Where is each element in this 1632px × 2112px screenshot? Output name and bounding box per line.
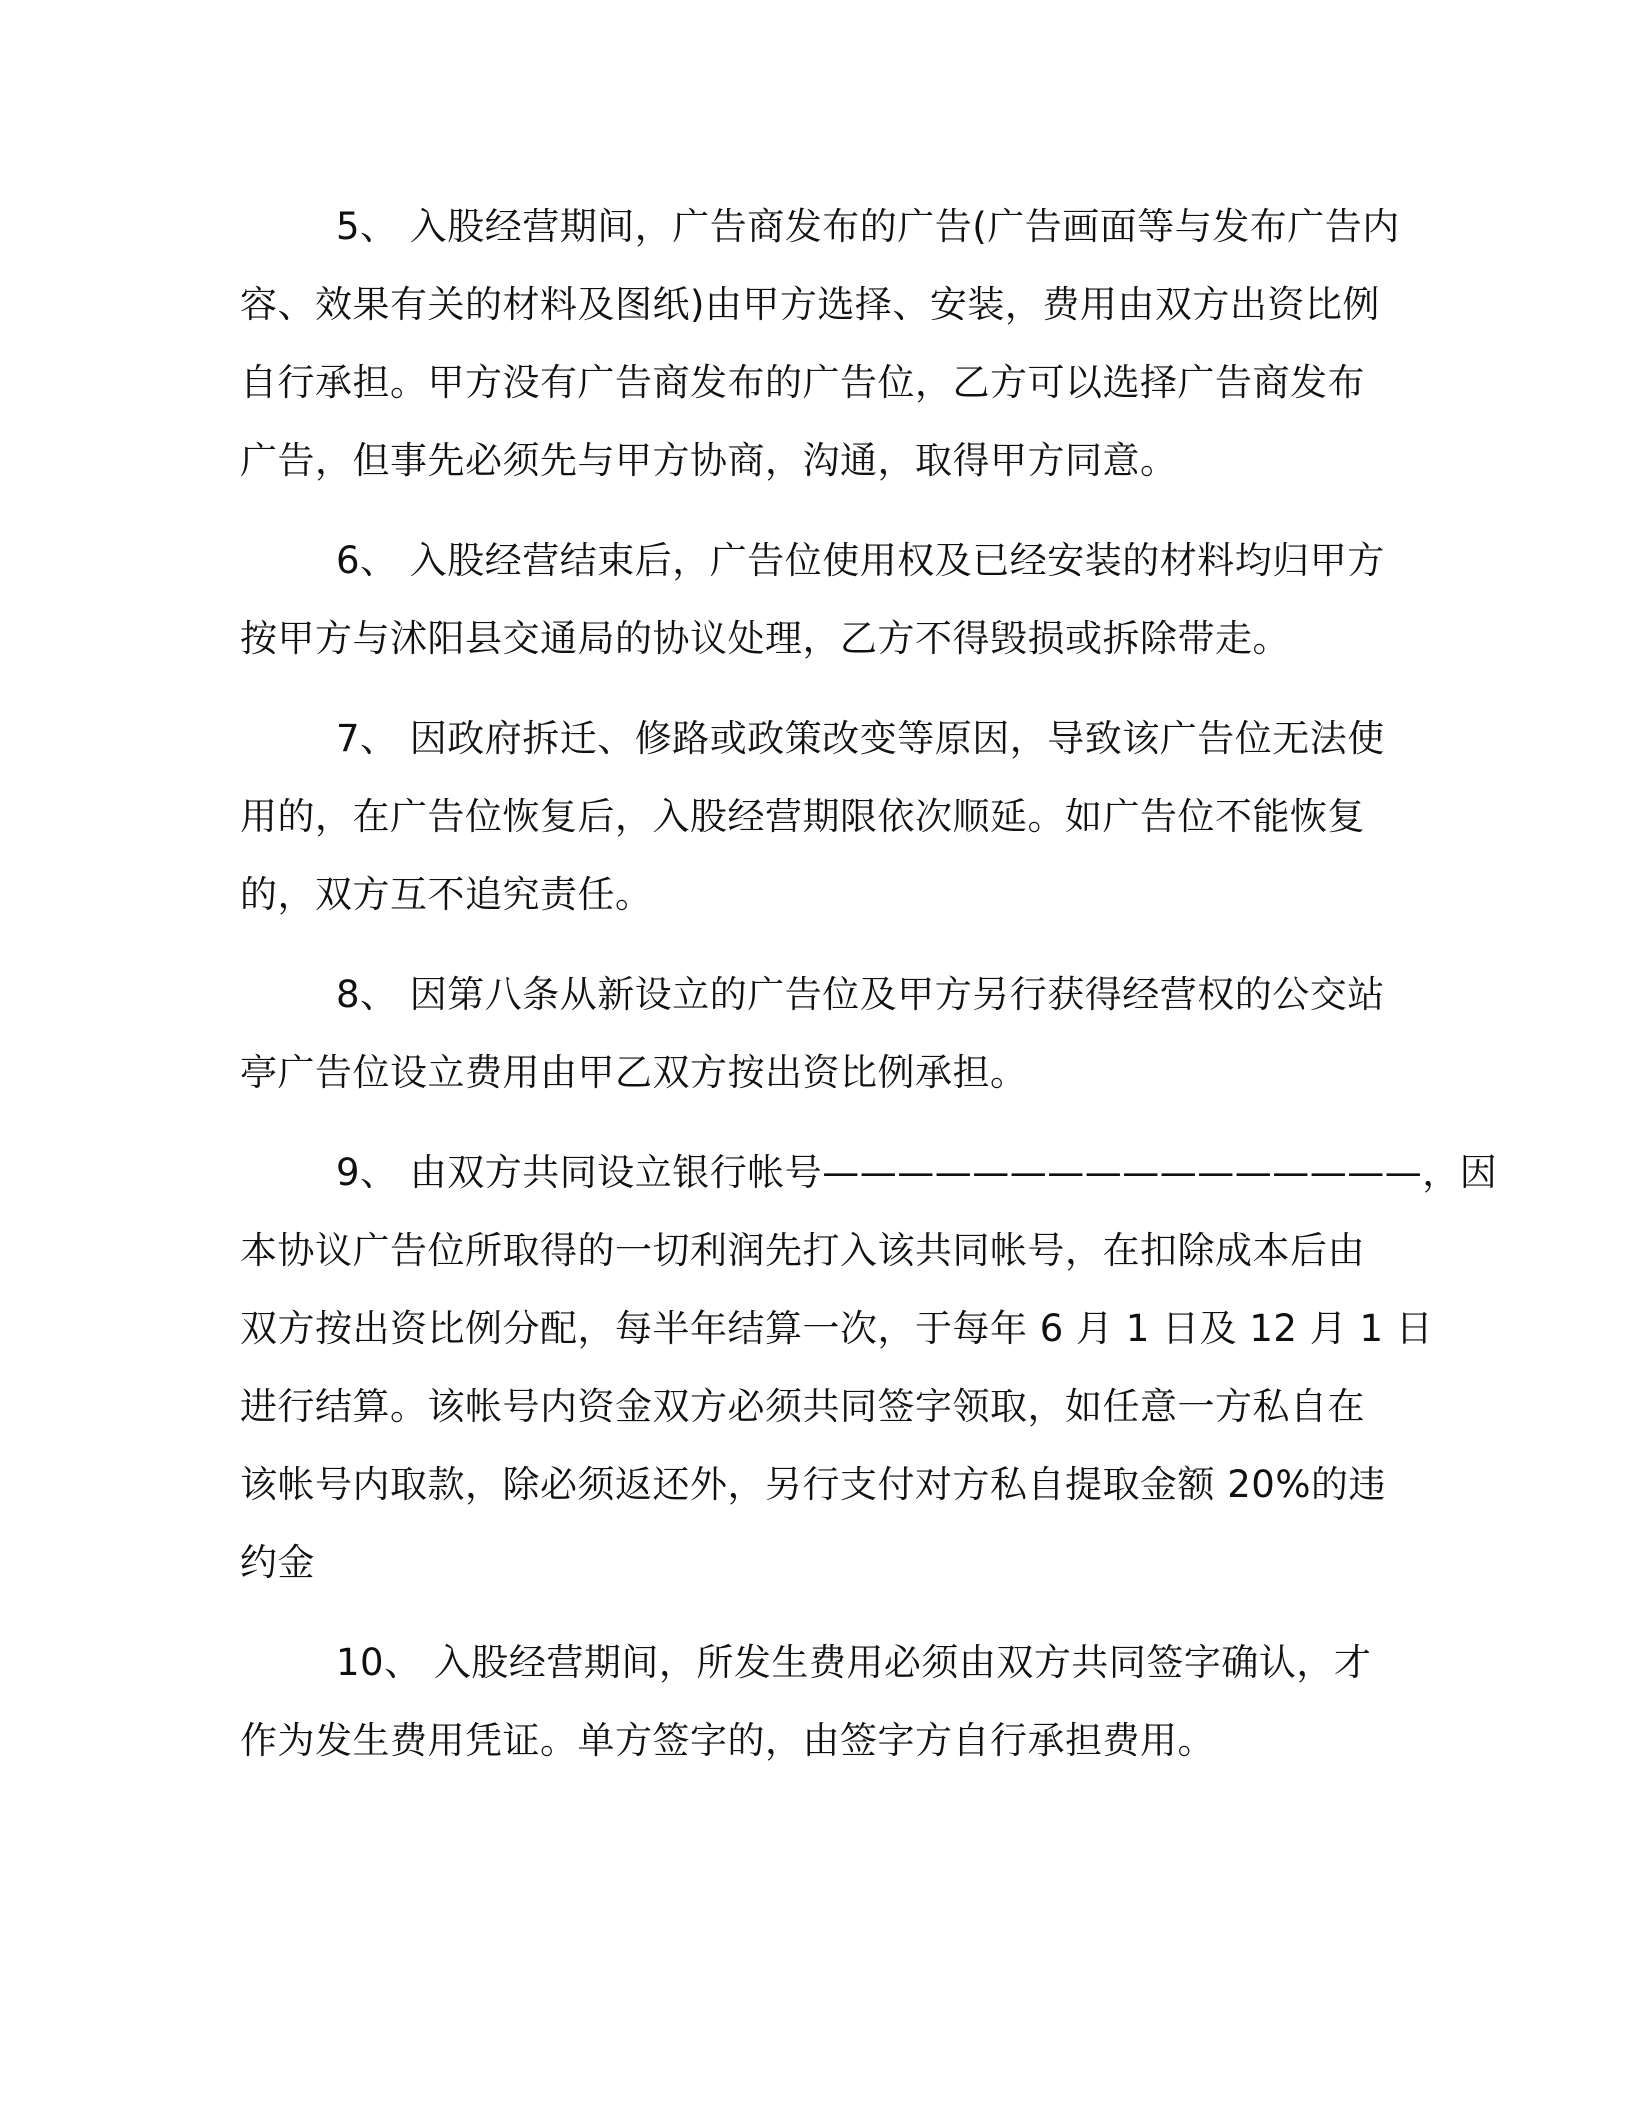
clause-line: 10、 入股经营期间，所发生费用必须由双方共同签字确认，才: [336, 1641, 1372, 1684]
clause-line: 双方按出资比例分配，每半年结算一次，于每年 6 月 1 日及 12 月 1 日: [240, 1307, 1434, 1350]
clause-line: 按甲方与沭阳县交通局的协议处理，乙方不得毁损或拆除带走。: [240, 617, 1290, 660]
clause-7: [240, 700, 1388, 934]
clause-line: 的，双方互不追究责任。: [240, 873, 653, 916]
clause-line: 自行承担。甲方没有广告商发布的广告位，乙方可以选择广告商发布: [240, 361, 1365, 404]
clause-line: 约金: [240, 1541, 315, 1584]
clause-line: 广告，但事先必须先与甲方协商，沟通，取得甲方同意。: [240, 439, 1178, 482]
clause-line: 8、 因第八条从新设立的广告位及甲方另行获得经营权的公交站: [336, 973, 1385, 1016]
clause-10: [240, 1624, 1388, 1780]
clause-line: 作为发生费用凭证。单方签字的，由签字方自行承担费用。: [240, 1719, 1215, 1762]
clause-line: 5、 入股经营期间，广告商发布的广告(广告画面等与发布广告内: [336, 205, 1400, 248]
clause-line: 容、效果有关的材料及图纸)由甲方选择、安装，费用由双方出资比例: [240, 283, 1380, 326]
clause-line: 7、 因政府拆迁、修路或政策改变等原因，导致该广告位无法使: [336, 717, 1385, 760]
clause-line: 6、 入股经营结束后，广告位使用权及已经安装的材料均归甲方: [336, 539, 1385, 582]
clause-line: 进行结算。该帐号内资金双方必须共同签字领取，如任意一方私自在: [240, 1385, 1365, 1428]
document-body: [240, 188, 1498, 1802]
clause-9: [240, 1134, 1498, 1602]
clause-5: [240, 188, 1400, 500]
clause-line: 该帐号内取款，除必须返还外，另行支付对方私自提取金额 20%的违: [240, 1463, 1386, 1506]
clause-line: 用的，在广告位恢复后，入股经营期限依次顺延。如广告位不能恢复: [240, 795, 1365, 838]
clause-line: 9、 由双方共同设立银行帐号————————————————，因: [336, 1151, 1498, 1194]
clause-6: [240, 522, 1388, 678]
clause-8: [240, 956, 1388, 1112]
clause-line: 亭广告位设立费用由甲乙双方按出资比例承担。: [240, 1051, 1028, 1094]
clause-line: 本协议广告位所取得的一切利润先打入该共同帐号，在扣除成本后由: [240, 1229, 1365, 1272]
